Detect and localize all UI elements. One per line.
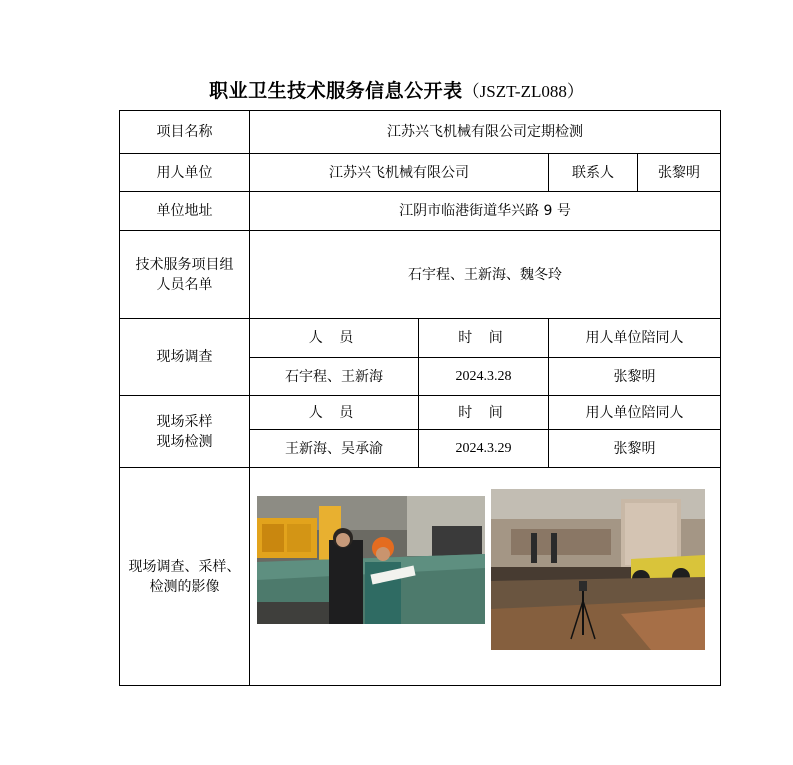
survey-persons: 石宇程、王新海 [250, 358, 419, 396]
team-value: 石宇程、王新海、魏冬玲 [250, 231, 721, 319]
survey-header-time: 时 间 [419, 319, 549, 358]
site-survey-photo [257, 496, 485, 624]
team-label-line1: 技术服务项目组 [135, 256, 234, 273]
row-images [120, 468, 721, 686]
contact-label: 联系人 [549, 154, 638, 192]
sampling-header-persons: 人 员 [250, 396, 419, 430]
row-address [120, 192, 721, 231]
row-sampling-header [120, 396, 721, 430]
photo-area [250, 469, 720, 685]
images-label-line2: 检测的影像 [149, 578, 220, 595]
sampling-date: 2024.3.29 [419, 430, 549, 468]
contact-value: 张黎明 [638, 154, 721, 192]
row-survey-header [120, 319, 721, 358]
survey-label: 现场调查 [120, 319, 250, 396]
title-code: （JSZT-ZL088） [462, 82, 584, 101]
sampling-label [120, 396, 250, 468]
document-title [0, 76, 793, 103]
info-table [119, 110, 721, 686]
images-label [120, 468, 250, 686]
site-sampling-photo [491, 489, 705, 650]
survey-header-companion: 用人单位陪同人 [549, 319, 721, 358]
team-label [120, 231, 250, 319]
team-label-line2: 人员名单 [156, 276, 213, 293]
images-label-line1: 现场调查、采样、 [128, 558, 241, 575]
address-label: 单位地址 [120, 192, 250, 231]
survey-companion: 张黎明 [549, 358, 721, 396]
address-value: 江阴市临港街道华兴路 9 号 [250, 192, 721, 231]
employer-value: 江苏兴飞机械有限公司 [250, 154, 549, 192]
row-employer [120, 154, 721, 192]
employer-label: 用人单位 [120, 154, 250, 192]
project-name-value: 江苏兴飞机械有限公司定期检测 [250, 111, 721, 154]
images-cell [250, 468, 721, 686]
title-main: 职业卫生技术服务信息公开表 [209, 80, 463, 102]
row-team [120, 231, 721, 319]
project-name-label: 项目名称 [120, 111, 250, 154]
sampling-header-time: 时 间 [419, 396, 549, 430]
survey-header-persons: 人 员 [250, 319, 419, 358]
row-project-name [120, 111, 721, 154]
sampling-label-line1: 现场采样 [156, 413, 213, 430]
sampling-persons: 王新海、吴承渝 [250, 430, 419, 468]
sampling-companion: 张黎明 [549, 430, 721, 468]
survey-date: 2024.3.28 [419, 358, 549, 396]
sampling-header-companion: 用人单位陪同人 [549, 396, 721, 430]
sampling-label-line2: 现场检测 [156, 433, 213, 450]
